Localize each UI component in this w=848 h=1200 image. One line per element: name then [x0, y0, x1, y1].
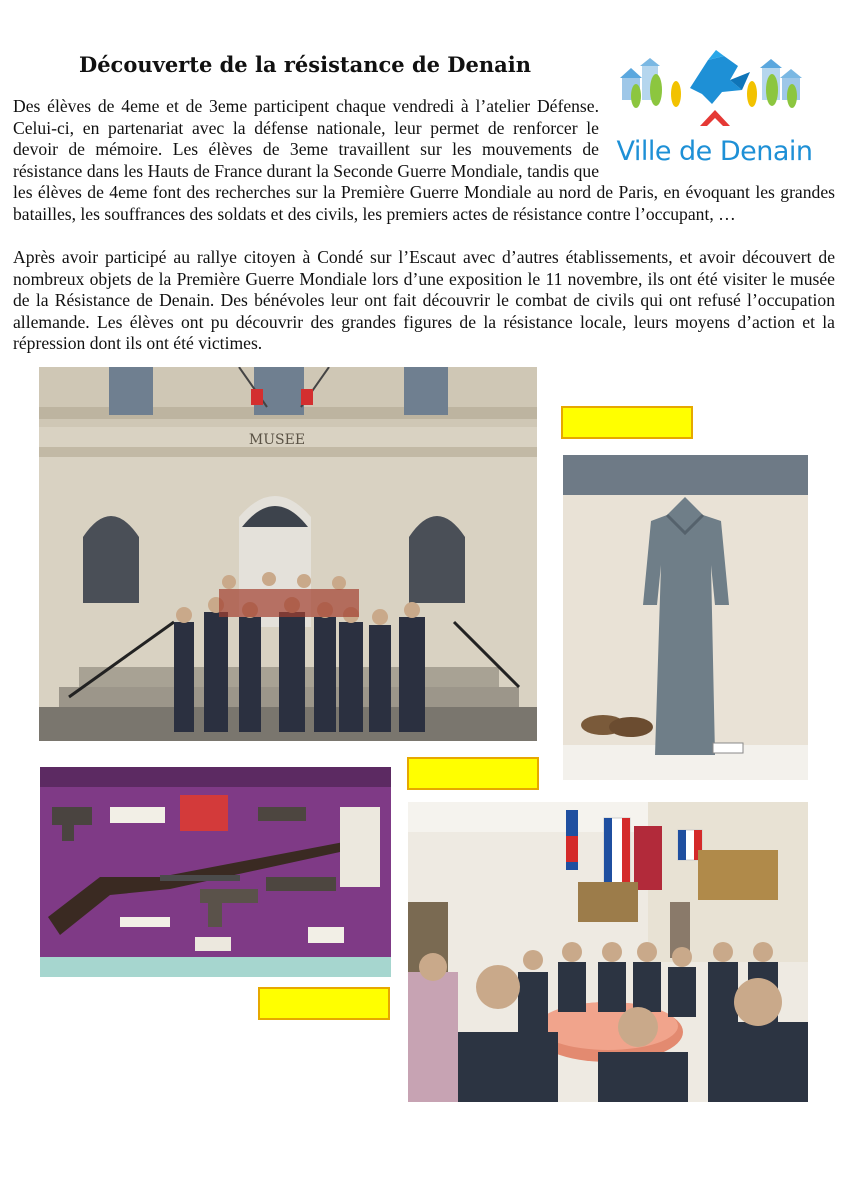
intro-text: Des élèves de 4eme et de 3eme participent chaque vendredi à l’atelier Défense. Celui-ci, en partenariat avec la défense nationale, leur permet de renforcer le devoir de mémoire. Les élèves de 3eme travaillent sur les mouvements de résistance dans les Hauts de France durant la Seconde Guerre Mondiale, tandis que les élèves de 4eme font des recherches sur la Première Guerre Mondiale au nord de Paris, en évoquant les grandes batailles, les souffrances des soldats et des civils, les premiers actes de résistance contre l’occupant, …	[13, 96, 835, 224]
museum-sign: MUSEE	[248, 432, 306, 448]
weapons-display-photo	[40, 767, 391, 977]
caption-box-museum	[407, 757, 539, 790]
page-title: Découverte de la résistance de Denain	[78, 52, 531, 77]
caption-box-dress	[561, 406, 693, 439]
intro-paragraph	[13, 96, 835, 225]
students-visit-photo	[408, 802, 808, 1102]
caption-box-weapons	[258, 987, 390, 1020]
dress-display-photo	[563, 455, 808, 780]
museum-facade-photo	[39, 367, 537, 741]
logo-text: Ville de Denain	[616, 136, 813, 167]
visit-paragraph: Après avoir participé au rallye citoyen à Condé sur l’Escaut avec d’autres établissements, et avoir découvert de nombreux objets de la Première Guerre Mondiale lors d’une exposition le 11 novembre, ils ont été visiter le musée de la Résistance de Denain. Des bénévoles leur ont fait découvrir le combat de civils qui ont refusé l’occupation allemande. Les élèves ont pu découvrir des grandes figures de la résistance locale, leurs moyens d’action et la répression dont ils ont été victimes.	[13, 247, 835, 353]
